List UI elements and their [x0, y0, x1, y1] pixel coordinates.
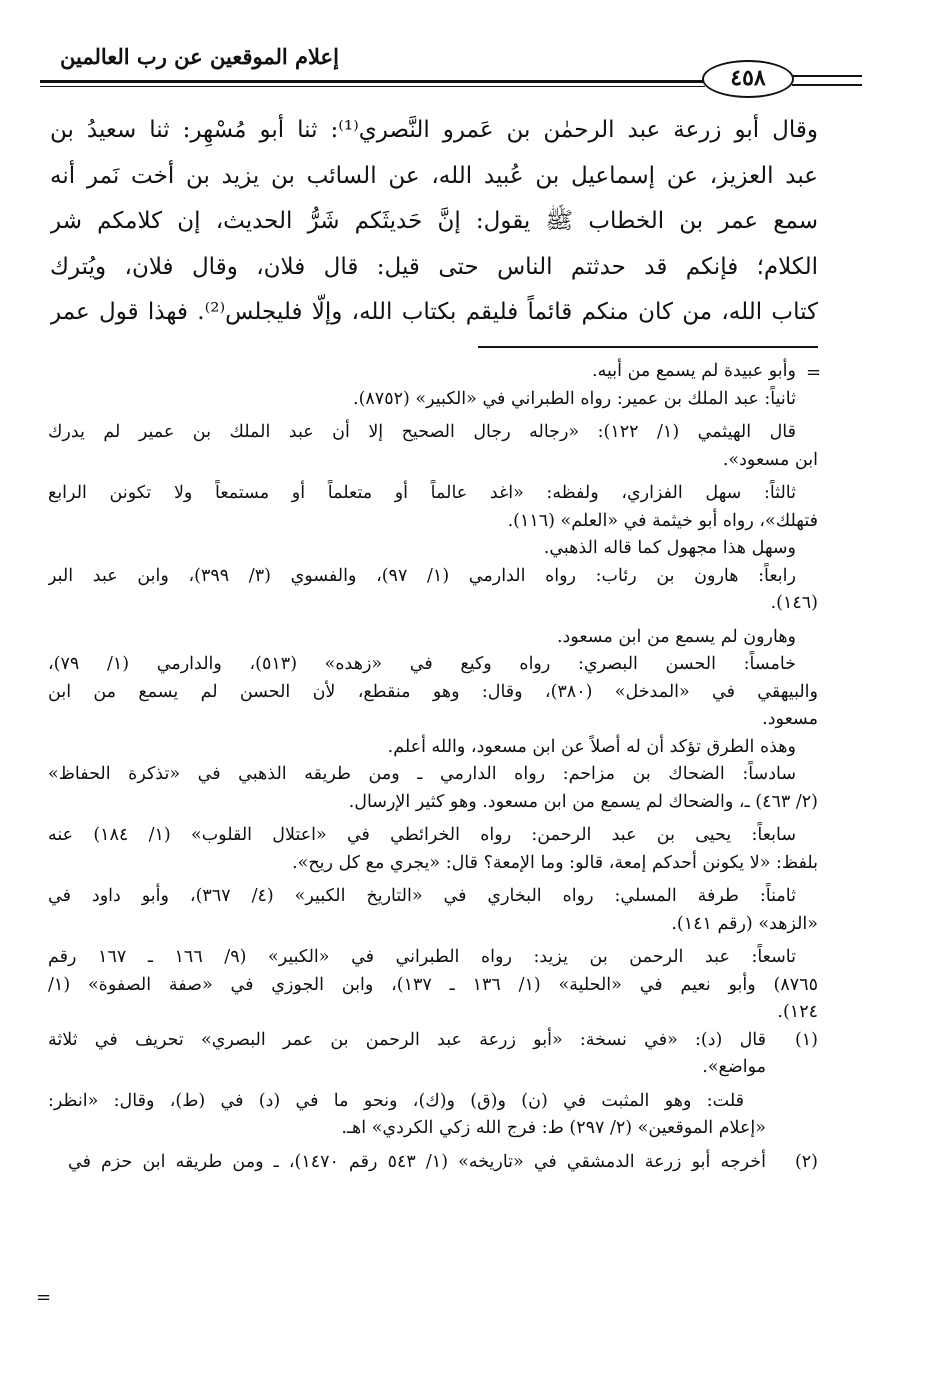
main-line: وقال أبو زرعة عبد الرحمٰن بن عَمرو النَّصري⁽¹⁾: ثنا أبو مُسْهِر: ثنا سعيدُ بن [50, 117, 818, 143]
footnote-line: ثالثاً: سهل الفزاري، ولفظه: «اغد عالماً أو متعلماً أو مستمعاً ولا تكونن الرابع [48, 483, 796, 503]
footnote-line: ثامناً: طرفة المسلي: رواه البخاري في «التاريخ الكبير» (٤/ ٣٦٧)، وأبو داود في [48, 886, 796, 906]
footnote-number: (١) [794, 1029, 818, 1050]
footnote-line: وهذه الطرق تؤكد أن له أصلاً عن ابن مسعود، والله أعلم. [387, 736, 796, 757]
footnote-line: فتهلك»، رواه أبو خيثمة في «العلم» (١١٦). [507, 510, 818, 531]
footnote-separator [478, 346, 818, 348]
main-line: سمع عمر بن الخطاب ﷺ يقول: إنَّ حَديثَكم شَرُّ الحديث، إن كلامكم شر [50, 208, 818, 234]
footnote-line: تاسعاً: عبد الرحمن بن يزيد: رواه الطبراني في «الكبير» (٩/ ١٦٦ ـ ١٦٧ رقم [48, 947, 796, 967]
footnote-line: مسعود. [762, 709, 818, 729]
footnote-line: قلت: وهو المثبت في (ن) و(ق) و(ك)، ونحو ما في (د) في (ط)، وقال: «انظر: [48, 1090, 744, 1111]
footnote-line: سابعاً: يحيى بن عبد الرحمن: رواه الخرائطي في «اعتلال القلوب» (١/ ١٨٤) عنه [48, 825, 796, 845]
footnote-line: ٨٧٦٥) وأبو نعيم في «الحلية» (١/ ١٣٦ ـ ١٣٧)، وابن الجوزي في «صفة الصفوة» (١/ [48, 974, 818, 995]
footnote-line: سادساً: الضحاك بن مزاحم: رواه الدارمي ـ ومن طريقه الذهبي في «تذكرة الحفاظ» [48, 764, 796, 784]
footnote-line: «الزهد» (رقم ١٤١). [671, 913, 818, 934]
continuation-mark: = [36, 1287, 52, 1308]
header-rule-thin [40, 86, 705, 87]
footnote-line: وأبو عبيدة لم يسمع من أبيه. [592, 361, 796, 381]
running-title: إعلام الموقعين عن رب العالمين [60, 44, 339, 69]
footnote-line: وسهل هذا مجهول كما قاله الذهبي. [543, 538, 796, 558]
page-header [40, 40, 820, 100]
footnote-line: قال الهيثمي (١/ ١٢٢): «رجاله رجال الصحيح إلا أن عبد الملك بن عمير لم يدرك [48, 422, 797, 442]
footnote-line: قال (د): «في نسخة: «أبو زرعة عبد الرحمن بن عمر البصري» تحريف في ثلاثة [48, 1029, 766, 1050]
footnote-line: والبيهقي في «المدخل» (٣٨٠)، وقال: وهو منقطع، لأن الحسن لم يسمع من ابن [48, 681, 818, 702]
footnote-line: بلفظ: «لا يكونن أحدكم إمعة، قالو: وما الإمعة؟ قال: «يجري مع كل ريح». [292, 852, 818, 873]
footnote-line: مواضع». [702, 1057, 766, 1077]
footnote-1 [48, 1027, 818, 1082]
main-line: كتاب الله، من كان منكم قائماً فليقم بكتاب الله، وإلّا فليجلس⁽²⁾. فهذا قول عمر [50, 299, 818, 325]
footnote-number: (٢) [794, 1151, 818, 1172]
footnote-line: رابعاً: هارون بن رئاب: رواه الدارمي (١/ ٩٧)، والفسوي (٣/ ٣٩٩)، وابن عبد البر [48, 565, 796, 586]
page-number: ٤٥٨ [702, 60, 794, 98]
header-rule-right [792, 75, 862, 77]
footnotes [48, 358, 818, 1177]
header-rule-right-lower [792, 84, 862, 86]
footnote-line: (١٤٦). [770, 593, 818, 613]
footnote-line: ثانياً: عبد الملك بن عمير: رواه الطبراني في «الكبير» (٨٧٥٢). [353, 388, 796, 409]
continuation-mark: = [806, 362, 822, 383]
footnote-line: خامساً: الحسن البصري: رواه وكيع في «زهده» (٥١٣)، والدارمي (١/ ٧٩)، [48, 654, 796, 674]
main-line: الكلام؛ فإنكم قد حدثتم الناس حتى قيل: قال فلان، وقال فلان، ويُترك [50, 253, 818, 280]
main-line: عبد العزيز، عن إسماعيل بن عُبيد الله، عن السائب بن يزيد بن أخت نَمر أنه [50, 162, 818, 189]
footnote-2 [48, 1149, 818, 1177]
footnote-line: أخرجه أبو زرعة الدمشقي في «تاريخه» (١/ ٥٤٣ رقم ١٤٧٠)، ـ ومن طريقه ابن حزم في [68, 1151, 766, 1172]
footnote-line: وهارون لم يسمع من ابن مسعود. [556, 626, 796, 647]
footnote-line: ابن مسعود». [722, 449, 818, 470]
footnote-line: ١٢٤). [777, 1002, 818, 1022]
header-rule [40, 80, 705, 83]
main-text [50, 108, 818, 336]
footnote-line: «إعلام الموقعين» (٢/ ٢٩٧) ط: فرج الله زكي الكردي» اهـ. [341, 1118, 766, 1138]
footnote-line: (٢/ ٤٦٣) ـ، والضحاك لم يسمع من ابن مسعود. وهو كثير الإرسال. [348, 791, 818, 812]
